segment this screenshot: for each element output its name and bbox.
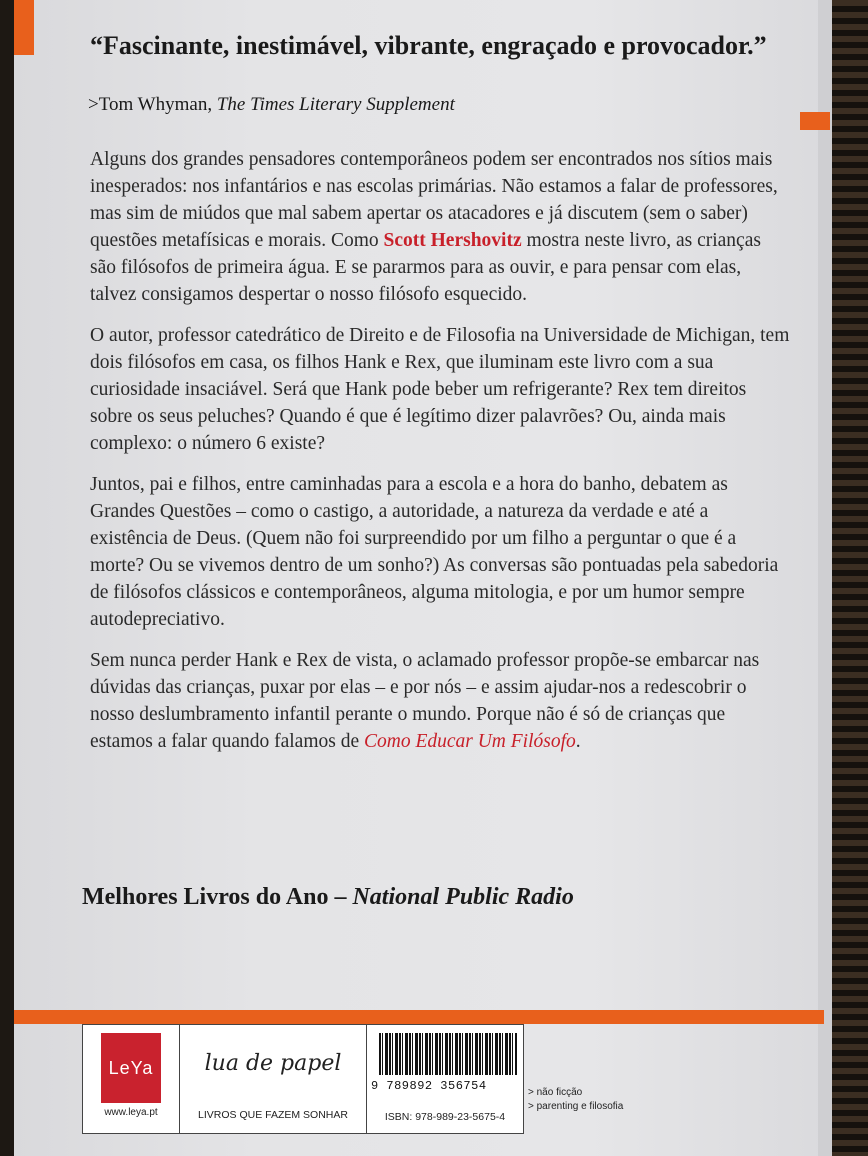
book-title: Como Educar Um Filósofo — [363, 731, 576, 752]
paragraph-4-text-b: . — [575, 731, 581, 752]
orange-accent-top — [14, 0, 34, 55]
paragraph-4-text-a: Sem nunca perder Hank e Rex de vista, o aclamado professor propõe-se embarcar nas dúvidas das crianças, puxar por elas – e por nós – e assim ajudar-nos a redescobrir o nosso deslumbramento infantil perante o mundo. Porque não é só de crianças que estamos a falar quando falamos de — [90, 650, 760, 752]
leya-url: www.leya.pt — [104, 1107, 158, 1118]
paragraph-1 — [90, 146, 790, 308]
barcode-number: 9 789892 356754 — [371, 1079, 487, 1093]
paragraph-2: O autor, professor catedrático de Direito e de Filosofia na Universidade de Michigan, tem dois filósofos em casa, os filhos Hank e Rex, que iluminam este livro com a sua curiosidade insaciável. Será que Hank pode beber um refrigerante? Rex tem direitos sobre os seus peluches? Quando é que é legítimo dizer palavrões? Ou, ainda mais complexo: o número 6 existe? — [90, 325, 790, 454]
barcode-panel — [367, 1025, 523, 1133]
paragraph-3: Juntos, pai e filhos, entre caminhadas para a escola e a hora do banho, debatem as Grandes Questões – como o castigo, a autoridade, a natureza da verdade e até a existência de Deus. (Quem não foi surpreendido por um filho a perguntar o que é a morte? Ou se vivemos dentro de um sonho?) As conversas são pontuadas pela sabedoria de filósofos clássicos e contemporâneos, alguma mitologia, e por um humor sempre autodepreciativo. — [90, 474, 779, 630]
attribution-source: The Times Literary Supplement — [216, 94, 455, 115]
leya-logo: LeYa — [101, 1033, 161, 1103]
quote-attribution — [88, 94, 455, 116]
barcode-icon — [379, 1033, 517, 1075]
blurb-quote: “Fascinante, inestimável, vibrante, engraçado e provocador.” — [90, 31, 767, 60]
isbn: ISBN: 978-989-23-5675-4 — [384, 1111, 506, 1123]
genre-labels — [528, 1086, 623, 1114]
left-edge — [0, 0, 14, 1156]
orange-accent-tab — [800, 112, 830, 130]
award-source: National Public Radio — [352, 884, 574, 910]
paragraph-1-text-b: mostra neste livro, as crianças são filósofos de primeira água. E se pararmos para as ouvir, e para pensar com elas, talvez consigamos despertar o nosso filósofo esquecido. — [90, 230, 761, 305]
cover-edge — [818, 0, 832, 1156]
genre-1: > não ficção — [528, 1087, 583, 1098]
orange-accent-band — [14, 1010, 824, 1024]
author-name: Scott Hershovitz — [383, 230, 522, 251]
paragraph-1-text-a: Alguns dos grandes pensadores contemporâneos podem ser encontrados nos sítios mais inesperados: nos infantários e nas escolas primárias. Não estamos a falar de professores, mas sim de miúdos que mal sabem apertar os atacadores e já discutem (sem o saber) questões metafísicas e morais. Como — [90, 149, 778, 251]
publisher-tagline: LIVROS QUE FAZEM SONHAR — [198, 1109, 348, 1121]
leya-panel — [83, 1025, 180, 1133]
lua-de-papel-logo: lua de papel — [204, 1051, 342, 1076]
award-title: Melhores Livros do Ano – — [82, 884, 353, 910]
attribution-author: >Tom Whyman, — [88, 94, 217, 115]
publisher-footer — [82, 1024, 524, 1134]
paragraph-4 — [90, 647, 790, 755]
award-line — [82, 884, 574, 911]
genre-2: > parenting e filosofia — [528, 1101, 624, 1112]
synopsis — [90, 146, 790, 769]
lua-de-papel-panel — [180, 1025, 367, 1133]
